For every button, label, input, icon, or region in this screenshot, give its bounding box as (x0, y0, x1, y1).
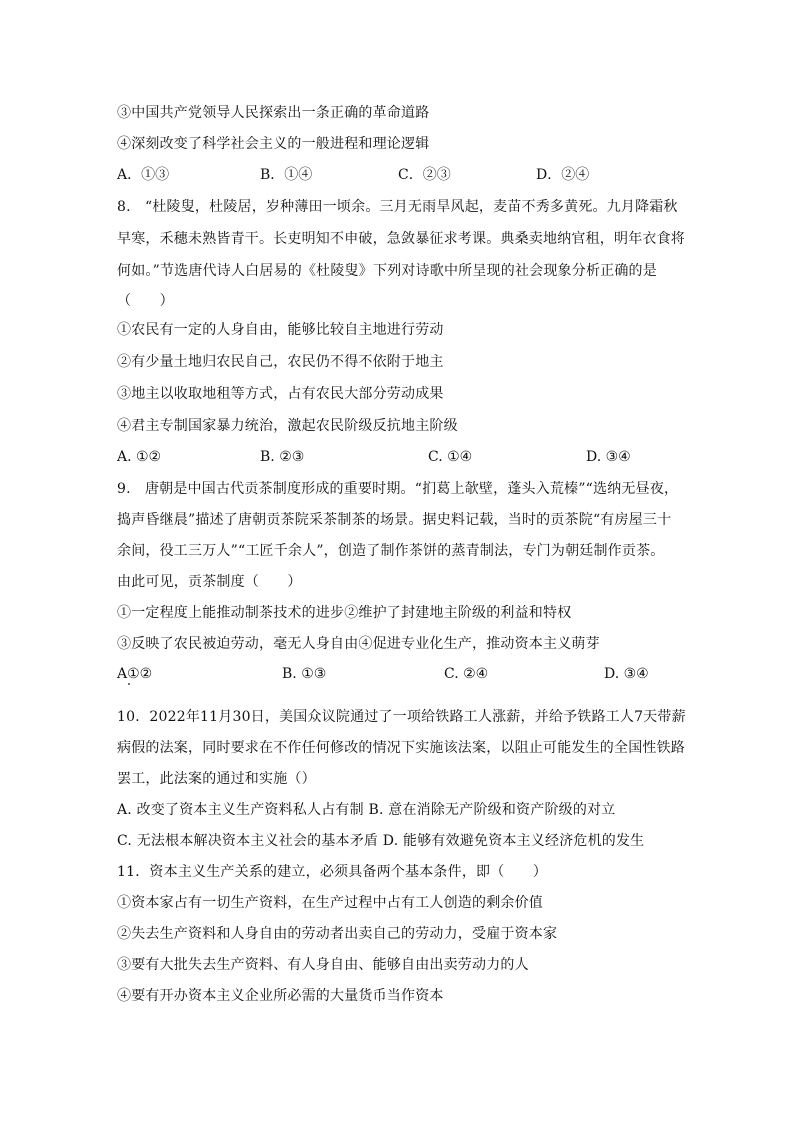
q8-stem-line-2: 早寒，禾穗未熟皆青干。长吏明知不申破，急敛暴征求考课。典桑卖地纳官租，明年衣食将 (117, 231, 685, 247)
q10-stem-line-3: 罢工，此法案的通过和实施（） (117, 771, 316, 787)
q9-option-d: D. ③④ (604, 666, 649, 682)
q9-stem-line-3: 余间，役工三万人”“工匠千余人”，创造了制作茶饼的蒸青制法，专门为朝廷制作贡茶。 (117, 543, 665, 559)
q9-option-a: A①② (117, 666, 153, 682)
q9-option-b: B. ①③ (282, 666, 327, 682)
q9-option-c: C. ②④ (444, 666, 489, 682)
prev-item-3: ③中国共产党领导人民探索出一条正确的革命道路 (117, 105, 430, 121)
q8-option-c: C. ①④ (428, 449, 473, 465)
q8-item-1: ①农民有一定的人身自由，能够比较自主地进行劳动 (117, 322, 444, 338)
prev-option-b: B．①④ (260, 167, 313, 183)
q8-option-d: D. ③④ (586, 449, 631, 465)
q9-stem-line-2: 捣声昏继晨”描述了唐朝贡茶院采茶制茶的场景。据史料记载，当时的贡茶院“有房屋三十 (117, 512, 672, 528)
prev-item-4: ④深刻改变了科学社会主义的一般进程和理论逻辑 (117, 136, 430, 152)
q8-stem-line-1: 8. “杜陵叟，杜陵居，岁种薄田一顷余。三月无雨旱风起，麦苗不秀多黄死。九月降霜秋 (117, 199, 678, 215)
q11-item-1: ①资本家占有一切生产资料，在生产过程中占有工人创造的剩余价值 (117, 895, 543, 911)
q10-options-ab: A. 改变了资本主义生产资料私人占有制 B. 意在消除无产阶级和资产阶级的对立 (117, 802, 616, 818)
q9-stem-line-1: 9. 唐朝是中国古代贡茶制度形成的重要时期。“扪葛上欹壁，蓬头入荒榛”“选纳无昼夜， (117, 481, 679, 497)
q9-items-line-2: ③反映了农民被迫劳动，毫无人身自由④促进专业化生产，推动资本主义萌芽 (117, 636, 600, 652)
q11-stem: 11．资本主义生产关系的建立，必须具备两个基本条件，即（ ） (117, 864, 548, 880)
prev-option-d: D．②④ (536, 167, 590, 183)
prev-option-c: C．②③ (398, 167, 451, 183)
q8-item-4: ④君主专制国家暴力统治，激起农民阶级反抗地主阶级 (117, 418, 458, 434)
q9-items-line-1: ①一定程度上能推动制茶技术的进步②维护了封建地主阶级的利益和特权 (117, 605, 572, 621)
q8-option-a: A. ①② (117, 449, 162, 465)
q11-item-4: ④要有开办资本主义企业所必需的大量货币当作资本 (117, 988, 444, 1004)
q10-options-cd: C. 无法根本解决资本主义社会的基本矛盾 D. 能够有效避免资本主义经济危机的发生 (117, 833, 645, 849)
q10-stem-line-1: 10．2022年11月30日，美国众议院通过了一项给铁路工人涨薪，并给予铁路工人7天带薪 (117, 709, 686, 725)
q11-item-2: ②失去生产资料和人身自由的劳动者出卖自己的劳动力，受雇于资本家 (117, 926, 558, 942)
q8-item-3: ③地主以收取地租等方式，占有农民大部分劳动成果 (117, 386, 444, 402)
q8-option-b: B. ②③ (260, 449, 305, 465)
q8-answer-bracket: （ ） (117, 293, 174, 309)
q8-item-2: ②有少量土地归农民自己，农民仍不得不依附于地主 (117, 354, 444, 370)
stray-dot-mark (128, 683, 130, 685)
q11-item-3: ③要有大批失去生产资料、有人身自由、能够自由出卖劳动力的人 (117, 957, 529, 973)
q10-stem-line-2: 病假的法案，同时要求在不作任何修改的情况下实施该法案，以阻止可能发生的全国性铁路 (117, 740, 685, 756)
q9-stem-line-4: 由此可见，贡茶制度（ ） (117, 574, 302, 590)
prev-option-a: A．①③ (117, 167, 170, 183)
q8-stem-line-3: 何如。”节选唐代诗人白居易的《杜陵叟》下列对诗歌中所呈现的社会现象分析正确的是 (117, 263, 657, 279)
